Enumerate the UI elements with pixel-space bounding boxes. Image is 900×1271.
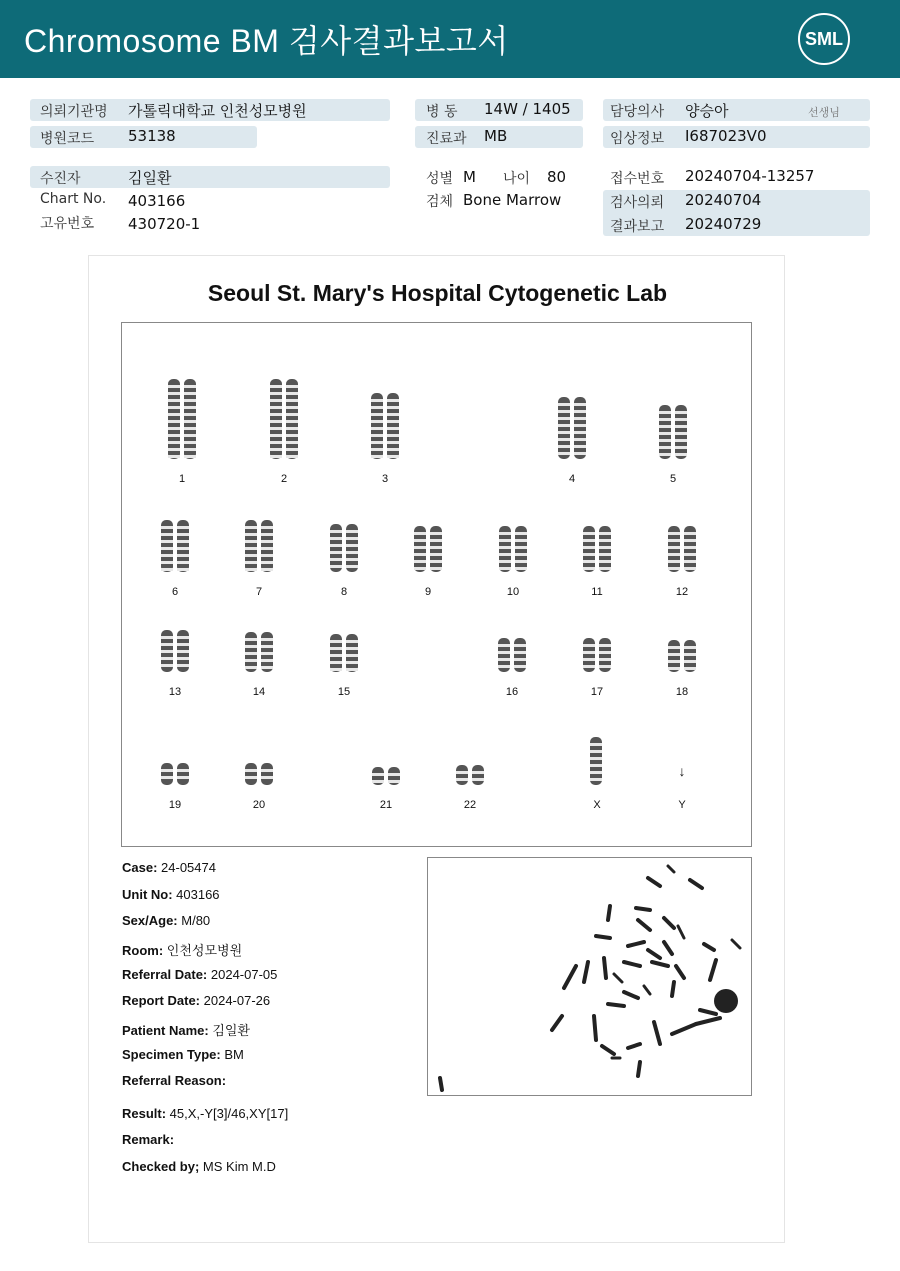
chromosome-16: [497, 638, 527, 672]
doctor-label: 담당의사: [610, 104, 665, 120]
report-field-value: 24-05474: [157, 860, 216, 875]
chromosome-6: [160, 520, 190, 572]
chromosome-label-5: 5: [669, 473, 677, 485]
chromosome-label-6: 6: [171, 586, 179, 598]
chart-value: 403166: [128, 192, 186, 210]
institution-value: 가톨릭대학교 인천성모병원: [128, 102, 307, 120]
metaphase-spread-svg: [428, 858, 751, 1095]
report-field-row: [122, 913, 210, 928]
chromosome-label-12: 12: [675, 586, 689, 598]
chromosome-3: [370, 393, 400, 459]
chromosome-5: [658, 405, 688, 459]
receipt-label: 접수번호: [610, 171, 665, 187]
metaphase-spread-image: [427, 857, 752, 1096]
report-field-row: [122, 1073, 226, 1088]
y-missing-marker: ↓: [678, 763, 686, 779]
report-field-row: [122, 887, 220, 902]
hospital-code-value: 53138: [128, 127, 176, 145]
chromosome-17: [582, 638, 612, 672]
chromosome-label-21: 21: [379, 799, 393, 811]
doctor-suffix: 선생님: [808, 106, 840, 119]
chromosome-label-10: 10: [506, 586, 520, 598]
report-field-row: [122, 1106, 288, 1121]
institution-label: 의뢰기관명: [40, 104, 108, 120]
karyotype-report: [88, 255, 785, 1243]
request-label: 검사의뢰: [610, 195, 665, 211]
request-value: 20240704: [685, 191, 762, 209]
chromosome-label-15: 15: [337, 686, 351, 698]
report-field-value: 인천성모병원: [163, 943, 243, 958]
ward-value: 14W / 1405: [484, 100, 571, 118]
chromosome-label-8: 8: [340, 586, 348, 598]
patient-value: 김일환: [128, 169, 172, 187]
report-field-value: M/80: [177, 913, 211, 928]
dept-label: 진료과: [426, 131, 467, 147]
chromosome-10: [498, 526, 528, 572]
report-field-row: [122, 1047, 244, 1062]
chromosome-4: [557, 397, 587, 459]
report-field-label: Case:: [122, 860, 158, 875]
chromosome-2: [269, 379, 299, 459]
report-field-row: [122, 1132, 174, 1147]
report-header: [0, 0, 900, 78]
report-field-value: 403166: [172, 887, 220, 902]
chromosome-21: [371, 767, 401, 785]
report-field-label: Result:: [122, 1106, 167, 1121]
report-field-value: BM: [220, 1047, 244, 1062]
report-field-value: 김일환: [208, 1023, 250, 1038]
chromosome-label-22: 22: [463, 799, 477, 811]
lab-title: Seoul St. Mary's Hospital Cytogenetic Lab: [207, 280, 668, 306]
report-field-row: [122, 940, 242, 959]
karyogram: [121, 322, 752, 847]
report-field-label: Report Date:: [122, 993, 201, 1008]
chromosome-label-2: 2: [280, 473, 288, 485]
report-field-label: Referral Date:: [122, 967, 208, 982]
chromosome-7: [244, 520, 274, 572]
page-title: Chromosome BM 검사결과보고서: [24, 23, 509, 59]
chromosome-22: [455, 765, 485, 785]
age-label: 나이: [503, 171, 531, 187]
chromosome-label-1: 1: [178, 473, 186, 485]
result-date-value: 20240729: [685, 215, 762, 233]
chromosome-14: [244, 632, 274, 672]
chromosome-label-19: 19: [168, 799, 182, 811]
report-field-row: [122, 993, 270, 1008]
report-field-value: 2024-07-05: [207, 967, 278, 982]
age-value: 80: [547, 168, 567, 186]
chromosome-19: [160, 763, 190, 785]
chromosome-11: [582, 526, 612, 572]
chromosome-20: [244, 763, 274, 785]
report-field-row: [122, 1020, 250, 1039]
chromosome-8: [329, 524, 359, 572]
chromosome-9: [413, 526, 443, 572]
chromosome-label-9: 9: [424, 586, 432, 598]
chromosome-label-14: 14: [252, 686, 266, 698]
report-field-label: Sex/Age:: [122, 913, 178, 928]
chromosome-15: [329, 634, 359, 672]
report-field-value: 45,X,-Y[3]/46,XY[17]: [166, 1106, 289, 1121]
report-field-value: MS Kim M.D: [199, 1159, 276, 1174]
report-field-label: Room:: [122, 943, 164, 958]
sml-logo: SML: [798, 13, 850, 65]
chromosome-13: [160, 630, 190, 672]
sex-label: 성별: [426, 171, 454, 187]
chromosome-label-4: 4: [568, 473, 576, 485]
chromosome-label-y: Y: [678, 799, 686, 811]
chromosome-label-13: 13: [168, 686, 182, 698]
report-field-value: 2024-07-26: [200, 993, 271, 1008]
report-field-row: [122, 1159, 276, 1174]
doctor-value: 양승아: [685, 102, 729, 120]
clinical-label: 임상정보: [610, 131, 665, 147]
report-field-label: Referral Reason:: [122, 1073, 227, 1088]
clinical-value: I687023V0: [685, 127, 767, 145]
uid-label: 고유번호: [40, 216, 95, 232]
report-field-label: Remark:: [122, 1132, 175, 1147]
chromosome-label-x: X: [593, 799, 601, 811]
hospital-code-label: 병원코드: [40, 131, 95, 147]
dept-value: MB: [484, 127, 508, 145]
chromosome-12: [667, 526, 697, 572]
specimen-label: 검체: [426, 194, 454, 210]
chromosome-label-20: 20: [252, 799, 266, 811]
result-date-label: 결과보고: [610, 219, 665, 235]
report-field-label: Specimen Type:: [122, 1047, 221, 1062]
chromosome-1: [167, 379, 197, 459]
ward-label: 병 동: [426, 104, 458, 120]
report-field-label: Checked by;: [122, 1159, 200, 1174]
chromosome-label-11: 11: [591, 586, 603, 598]
chromosome-label-16: 16: [505, 686, 519, 698]
report-field-row: [122, 967, 277, 982]
chromosome-label-18: 18: [675, 686, 689, 698]
sex-value: M: [463, 168, 476, 186]
chromosome-label-7: 7: [255, 586, 263, 598]
report-field-label: Patient Name:: [122, 1023, 209, 1038]
chromosome-x: [589, 737, 605, 785]
patient-label: 수진자: [40, 171, 81, 187]
chromosome-label-3: 3: [381, 473, 389, 485]
chart-label: Chart No.: [40, 191, 107, 207]
chromosome-label-17: 17: [590, 686, 604, 698]
chromosome-18: [667, 640, 697, 672]
receipt-value: 20240704-13257: [685, 167, 815, 185]
report-field-row: [122, 860, 216, 875]
uid-value: 430720-1: [128, 215, 201, 233]
report-field-label: Unit No:: [122, 887, 173, 902]
specimen-value: Bone Marrow: [463, 191, 562, 209]
